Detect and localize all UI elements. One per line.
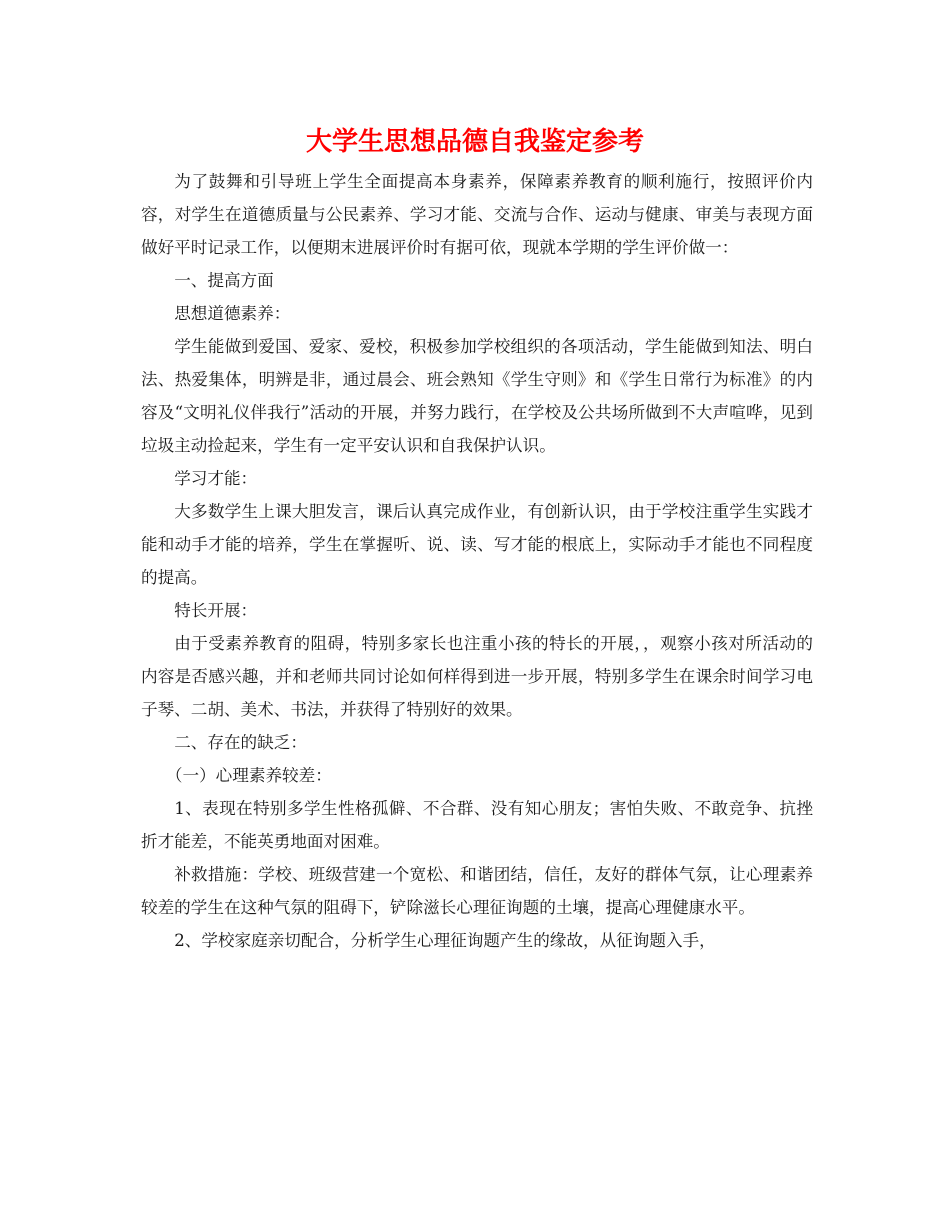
document-body — [141, 165, 813, 957]
subheading-psychology: （一）心理素养较差： — [165, 766, 332, 785]
subheading-moral: 思想道德素养： — [174, 304, 291, 323]
remedy-paragraph: 补救措施：学校、班级营建一个宽松、和谐团结，信任，友好的群体气氛，让心理素养较差的学生在这种气氛的阻碍下，铲除滋长心理征询题的土壤，提高心理健康水平。 — [141, 865, 813, 917]
section-heading-progress: 一、提高方面 — [174, 271, 274, 290]
section-heading-shortcomings: 二、存在的缺乏： — [174, 733, 307, 752]
intro-paragraph: 为了鼓舞和引导班上学生全面提高本身素养，保障素养教育的顺利施行，按照评价内容，对学生在道德质量与公民素养、学习才能、交流与合作、运动与健康、审美与表现方面做好平时记录工作，以便期末进展评价时有据可依，现就本学期的学生评价做一： — [141, 172, 813, 257]
talent-paragraph: 由于受素养教育的阻碍，特别多家长也注重小孩的特长的开展，，观察小孩对所活动的内容是否感兴趣，并和老师共同讨论如何样得到进一步开展，特别多学生在课余时间学习电子琴、二胡、美术、书法，并获得了特别好的效果。 — [141, 634, 813, 719]
psychology-item-1: 1、表现在特别多学生性格孤僻、不合群、没有知心朋友；害怕失败、不敢竞争、抗挫折才能差，不能英勇地面对困难。 — [141, 799, 813, 851]
moral-paragraph: 学生能做到爱国、爱家、爱校，积极参加学校组织的各项活动，学生能做到知法、明白法、热爱集体，明辨是非，通过晨会、班会熟知《学生守则》和《学生日常行为标准》的内容及“文明礼仪伴我行”活动的开展，并努力践行，在学校及公共场所做到不大声喧哗，见到垃圾主动捡起来，学生有一定平安认识和自我保护认识。 — [141, 337, 813, 455]
subheading-talent: 特长开展： — [174, 601, 258, 620]
psychology-item-2: 2、学校家庭亲切配合，分析学生心理征询题产生的缘故，从征询题入手， — [174, 931, 716, 950]
learning-paragraph: 大多数学生上课大胆发言，课后认真完成作业，有创新认识，由于学校注重学生实践才能和动手才能的培养，学生在掌握听、说、读、写才能的根底上，实际动手才能也不同程度的提高。 — [141, 502, 813, 587]
subheading-learning: 学习才能： — [174, 469, 258, 488]
document-title: 大学生思想品德自我鉴定参考 — [305, 127, 644, 157]
